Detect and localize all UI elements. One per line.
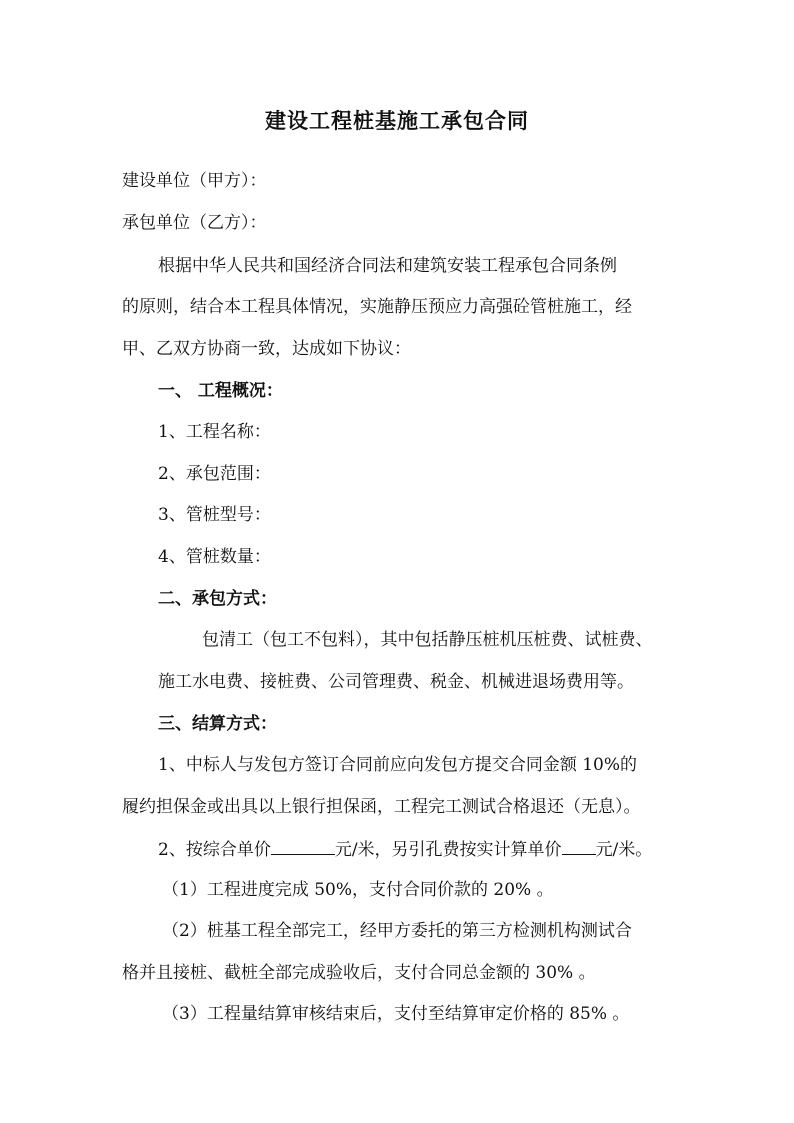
section-1-heading: 一、 工程概况： — [158, 381, 283, 401]
section-3-item-1-line-1: 1、中标人与发包方签订合同前应向发包方提交合同金额 10%的 — [158, 755, 638, 775]
section-3-heading: 三、结算方式： — [158, 714, 277, 734]
payment-term-3: （3）工程量结算审核结束后，支付至结算审定价格的 85% 。 — [162, 1004, 630, 1024]
section-1-item-2: 2、承包范围： — [158, 464, 271, 484]
section-2-heading: 二、承包方式： — [158, 589, 277, 609]
unit-price-blank — [271, 836, 335, 855]
section-3-item-2 — [158, 836, 652, 862]
unit-price-label: 2、按综合单价 — [158, 840, 271, 860]
preamble-line-1: 根据中华人民共和国经济合同法和建筑安装工程承包合同条例 — [158, 256, 617, 276]
hole-price-unit: 元/米。 — [595, 840, 653, 860]
party-a-line: 建设单位（甲方）： — [122, 171, 267, 191]
hole-price-blank — [562, 836, 596, 855]
preamble-line-3: 甲、乙双方协商一致，达成如下协议： — [122, 339, 411, 359]
payment-term-2-line-1: （2）桩基工程全部完工，经甲方委托的第三方检测机构测试合 — [162, 921, 632, 941]
section-1-item-3: 3、管桩型号： — [158, 505, 271, 525]
payment-term-1: （1）工程进度完成 50%，支付合同价款的 20% 。 — [162, 880, 554, 900]
section-2-line-2: 施工水电费、接桩费、公司管理费、税金、机械进退场费用等。 — [158, 672, 634, 692]
payment-term-2-line-2: 格并且接桩、截桩全部完成验收后，支付合同总金额的 30% 。 — [122, 963, 596, 983]
hole-price-label: 元/米，另引孔费按实计算单价 — [334, 840, 562, 860]
party-b-line: 承包单位（乙方）： — [122, 213, 267, 233]
document-title: 建设工程桩基施工承包合同 — [265, 108, 529, 133]
section-1-item-1: 1、工程名称： — [158, 422, 271, 442]
preamble-line-2: 的原则，结合本工程具体情况，实施静压预应力高强砼管桩施工，经 — [122, 297, 632, 317]
section-2-line-1: 包清工（包工不包料），其中包括静压桩机压桩费、试桩费、 — [202, 630, 653, 650]
section-1-item-4: 4、管桩数量： — [158, 547, 271, 567]
section-3-item-1-line-2: 履约担保金或出具以上银行担保函，工程完工测试合格退还（无息）。 — [122, 797, 641, 817]
